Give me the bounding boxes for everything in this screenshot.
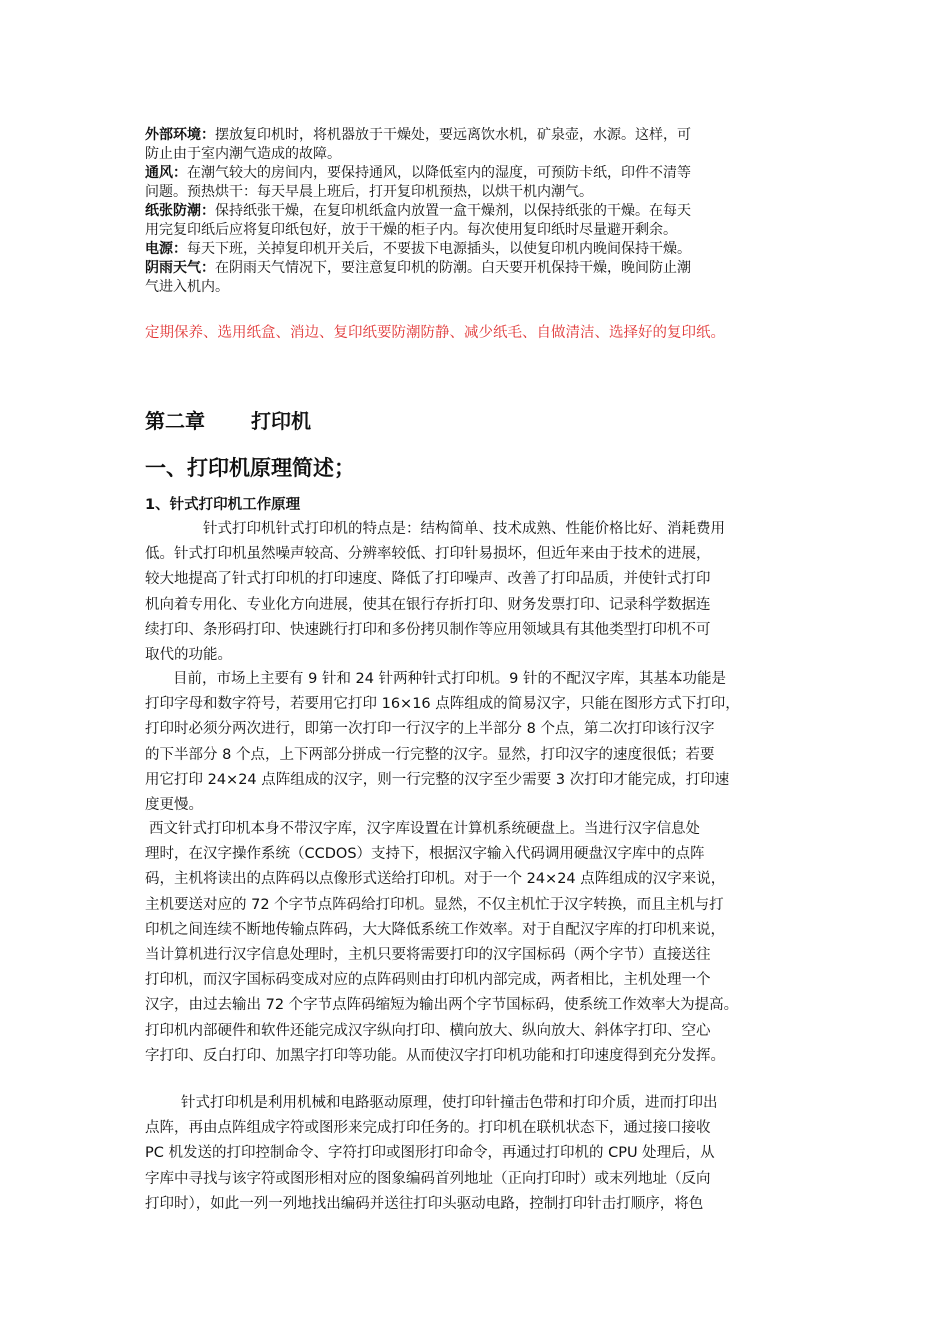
text-line: 打印字母和数字符号，若要用它打印 16×16 点阵组成的简易汉字，只能在图形方式下打印， [145,696,740,713]
env-label: 外部环境： [145,127,215,143]
text-line: 码，主机将读出的点阵码以点像形式送给打印机。对于一个 24×24 点阵组成的汉字来说， [145,871,726,888]
env-item-rainy [145,259,815,297]
chapter-title: 打印机 [251,409,311,433]
text-line: 打印机内部硬件和软件还能完成汉字纵向打印、横向放大、纵向放大、斜体字打印、空心 [145,1022,711,1039]
env-label: 电源： [145,241,187,257]
text-line: 的下半部分 8 个点，上下两部分拼成一行完整的汉字。显然，打印汉字的速度很低；若要 [145,746,715,763]
env-label: 通风： [145,165,187,181]
env-text: 防止由于室内潮气造成的故障。 [145,146,341,162]
text-line: 理时，在汉字操作系统（CCDOS）支持下，根据汉字输入代码调用硬盘汉字库中的点阵 [145,846,705,863]
env-item-power [145,240,815,259]
env-label: 阴雨天气： [145,260,215,276]
maintenance-summary: 定期保养、选用纸盒、消边、复印纸要防潮防静、减少纸毛、自做清洁、选择好的复印纸。 [145,325,725,341]
env-text: 用完复印纸后应将复印纸包好，放于干燥的柜子内。每次使用复印纸时尽量避开剩余。 [145,222,677,238]
text-line: 低。针式打印机虽然噪声较高、分辨率较低、打印针易损坏，但近年来由于技术的进展， [145,546,711,563]
text-line: 目前，市场上主要有 9 针和 24 针两种针式打印机。9 针的不配汉字库，其基本功能是 [173,671,726,687]
text-line: 取代的功能。 [145,647,232,664]
env-text: 在阴雨天气情况下，要注意复印机的防潮。白天要开机保持干燥，晚间防止潮 [215,260,691,276]
env-item-paper [145,202,815,240]
env-text: 问题。预热烘干：每天早晨上班后，打开复印机预热，以烘干机内潮气。 [145,184,593,200]
text-line: 打印时），如此一列一列地找出编码并送往打印头驱动电路，控制打印针击打顺序，将色 [145,1195,704,1212]
text-line: 汉字，由过去输出 72 个字节点阵码缩短为输出两个字节国标码，使系统工作效率大为提高。 [145,997,739,1014]
env-text: 保持纸张干燥，在复印机纸盒内放置一盒干燥剂，以保持纸张的干燥。在每天 [215,203,691,219]
env-item-outside [145,126,815,164]
section-heading: 一、打印机原理简述； [145,456,355,480]
text-line: 度更慢。 [145,797,203,814]
text-line: 续打印、条形码打印、快速跳行打印和多份拷贝制作等应用领域具有其他类型打印机不可 [145,621,711,638]
paragraph-dot-matrix-features [145,517,825,668]
paragraph-western-printer-font [145,817,825,1069]
text-line: 印机之间连续不断地传输点阵码，大大降低系统工作效率。对于自配汉字库的打印机来说， [145,921,725,938]
env-text: 每天下班，关掉复印机开关后，不要拔下电源插头，以使复印机内晚间保持干燥。 [187,241,691,257]
text-line: 西文针式打印机本身不带汉字库，汉字库设置在计算机系统硬盘上。当进行汉字信息处 [149,821,700,837]
paragraph-market-9-24-pin [145,667,825,818]
text-line: 字打印、反白打印、加黑字打印等功能。从而使汉字打印机功能和打印速度得到充分发挥。 [145,1047,725,1064]
text-line: 当计算机进行汉字信息处理时，主机只要将需要打印的汉字国标码（两个字节）直接送往 [145,947,711,964]
text-line: 机向着专用化、专业化方向进展，使其在银行存折打印、财务发票打印、记录科学数据连 [145,596,711,613]
text-line: 主机要送对应的 72 个字节点阵码给打印机。显然，不仅主机忙于汉字转换，而且主机与打 [145,896,724,913]
chapter-heading [145,406,311,436]
text-line: 较大地提高了针式打印机的打印速度、降低了打印噪声、改善了打印品质，并使针式打印 [145,571,711,588]
env-text: 气进入机内。 [145,279,229,295]
text-line: 点阵，再由点阵组成字符或图形来完成打印任务的。打印机在联机状态下，通过接口接收 [145,1120,711,1137]
env-text: 摆放复印机时，将机器放于干燥处，要远离饮水机，矿泉壶，水源。这样，可 [215,127,691,143]
env-text: 在潮气较大的房间内，要保持通风，以降低室内的湿度，可预防卡纸，印件不清等 [187,165,691,181]
text-line: 打印时必须分两次进行，即第一次打印一行汉字的上半部分 8 个点，第二次打印该行汉字 [145,721,715,738]
text-line: 针式打印机是利用机械和电路驱动原理，使打印针撞击色带和打印介质，进而打印出 [181,1095,718,1111]
env-label: 纸张防潮： [145,203,215,219]
text-line: 针式打印机针式打印机的特点是：结构简单、技术成熟、性能价格比好、消耗费用 [203,521,725,537]
paragraph-printing-principle [145,1091,825,1217]
text-line: 打印机，而汉字国标码变成对应的点阵码则由打印机内部完成，两者相比，主机处理一个 [145,972,711,989]
env-item-ventilation [145,164,815,202]
text-line: 字库中寻找与该字符或图形相对应的图象编码首列地址（正向打印时）或末列地址（反向 [145,1170,711,1187]
text-line: 用它打印 24×24 点阵组成的汉字，则一行完整的汉字至少需要 3 次打印才能完成，打印速 [145,771,730,788]
subsection-heading: 1、针式打印机工作原理 [145,497,301,513]
text-line: PC 机发送的打印控制命令、字符打印或图形打印命令，再通过打印机的 CPU 处理后，从 [145,1145,715,1162]
chapter-number: 第二章 [145,409,205,433]
copier-environment-notes [145,126,815,297]
